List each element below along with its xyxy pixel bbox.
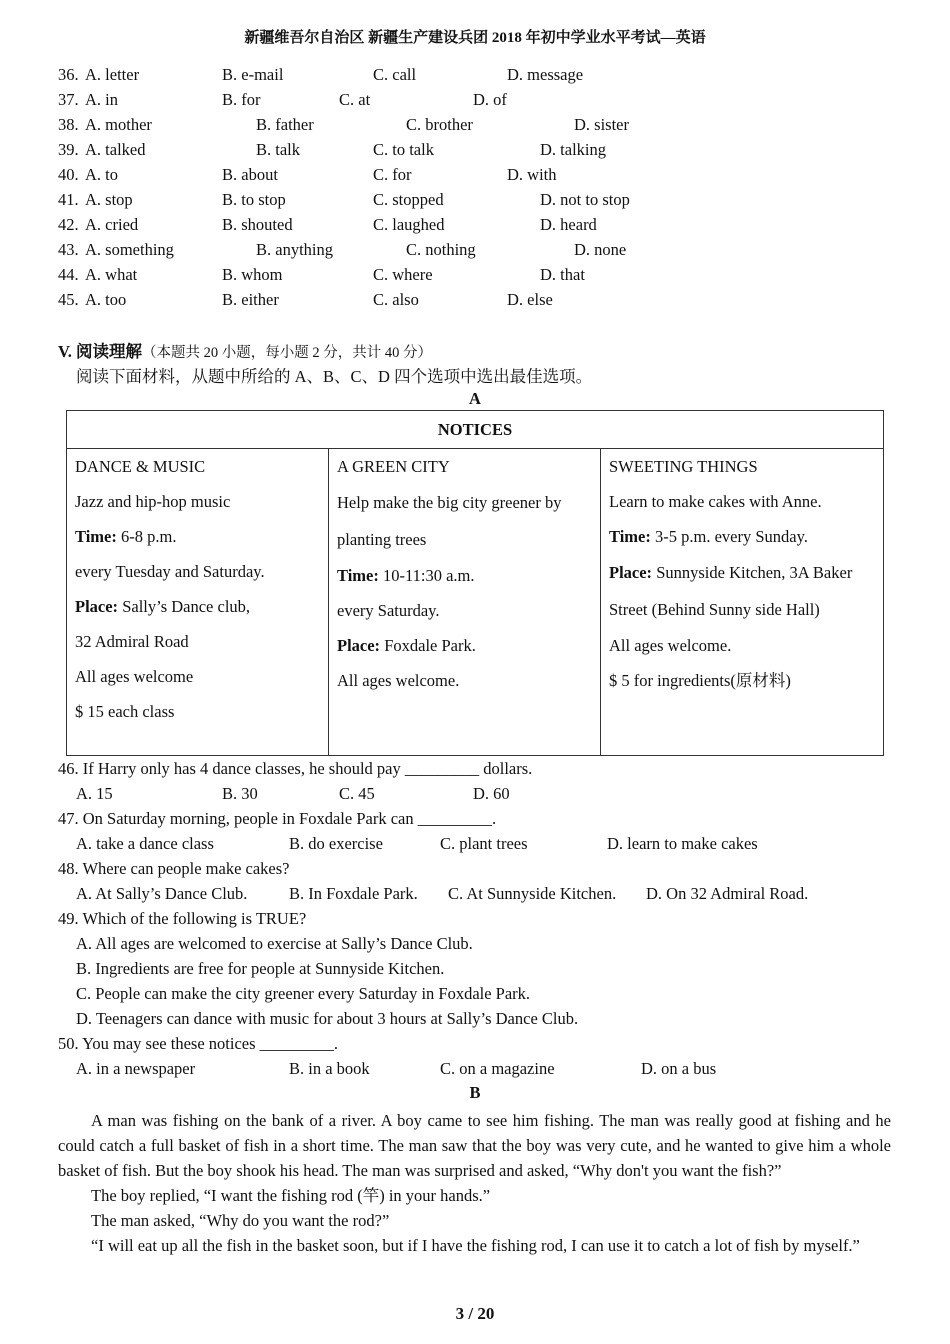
option-b: B. about	[222, 165, 278, 184]
question-number: 44.	[58, 265, 79, 284]
notice-dance-music	[67, 449, 329, 756]
option-48-d: D. On 32 Admiral Road.	[646, 884, 809, 903]
option-50-b: B. in a book	[289, 1059, 370, 1078]
passage-paragraph-1: A man was fishing on the bank of a river. A boy came to see him fishing. The man was really good at fishing and he could catch a full basket of fish in a short time. The man saw that the boy was very cute, and he wanted to give him a whole basket of fish. But the boy shook his head. The man was surprised and asked, “Why don't you want the fish?”	[58, 1111, 891, 1180]
option-c: C. brother	[406, 115, 473, 134]
section-note: （本题共 20 小题，每小题 2 分，共计 40 分）	[142, 345, 433, 361]
option-c: C. call	[373, 65, 417, 84]
question-50-stem: 50. You may see these notices _________.	[58, 1034, 339, 1053]
notice-price: $ 5 for ingredients(原材料)	[609, 671, 791, 690]
option-c: C. for	[373, 165, 412, 184]
section-title	[58, 338, 432, 362]
question-48-stem: 48. Where can people make cakes?	[58, 859, 290, 878]
option-d: D. sister	[574, 115, 629, 134]
time-label: Time:	[75, 527, 117, 546]
page-number: 3 / 20	[455, 1304, 495, 1323]
notice-line: 32 Admiral Road	[75, 632, 189, 651]
time-label: Time:	[609, 527, 651, 546]
option-d: D. talking	[540, 140, 606, 159]
question-number: 38.	[58, 115, 79, 134]
option-b: B. father	[256, 115, 314, 134]
option-d: D. of	[473, 90, 507, 109]
notice-line: every Tuesday and Saturday.	[75, 562, 265, 581]
option-48-c: C. At Sunnyside Kitchen.	[448, 884, 617, 903]
option-c: C. nothing	[406, 240, 476, 259]
option-b: B. e-mail	[222, 65, 284, 84]
option-47-b: B. do exercise	[289, 834, 383, 853]
section-number: V.	[58, 342, 72, 361]
place-value: Sunnyside Kitchen, 3A Baker Street (Behind Sunny side Hall)	[609, 563, 853, 619]
notice-line: All ages welcome.	[337, 671, 460, 690]
option-49-b: B. Ingredients are free for people at Sunnyside Kitchen.	[76, 959, 445, 978]
section-instruction: 阅读下面材料，从题中所给的 A、B、C、D 四个选项中选出最佳选项。	[76, 367, 593, 386]
option-46-c: C. 45	[339, 784, 375, 803]
option-d: D. not to stop	[540, 190, 630, 209]
question-47-stem: 47. On Saturday morning, people in Foxdale Park can _________.	[58, 809, 497, 828]
option-a: A. in	[85, 90, 118, 109]
option-49-a: A. All ages are welcomed to exercise at Sally’s Dance Club.	[76, 934, 473, 953]
option-49-c: C. People can make the city greener every Saturday in Foxdale Park.	[76, 984, 531, 1003]
place-value: Foxdale Park.	[380, 636, 476, 655]
option-c: C. stopped	[373, 190, 444, 209]
option-46-a: A. 15	[76, 784, 113, 803]
option-c: C. at	[339, 90, 371, 109]
time-value: 3-5 p.m. every Sunday.	[650, 527, 808, 546]
option-b: B. either	[222, 290, 279, 309]
option-c: C. laughed	[373, 215, 445, 234]
time-label: Time:	[337, 566, 379, 585]
option-a: A. what	[85, 265, 138, 284]
notice-green-city	[329, 449, 601, 756]
passage-paragraph-3: The man asked, “Why do you want the rod?”	[91, 1211, 390, 1230]
question-number: 43.	[58, 240, 79, 259]
notice-place	[337, 628, 592, 663]
option-d: D. heard	[540, 215, 597, 234]
option-48-b: B. In Foxdale Park.	[289, 884, 418, 903]
option-c: C. where	[373, 265, 433, 284]
place-label: Place:	[75, 597, 119, 616]
option-a: A. too	[85, 290, 127, 309]
notice-line: Help make the big city greener by planting trees	[337, 493, 562, 549]
place-value: Sally’s Dance club,	[118, 597, 251, 616]
question-number: 39.	[58, 140, 79, 159]
notice-heading: DANCE & MUSIC	[75, 457, 206, 476]
notice-time	[609, 519, 875, 554]
option-a: A. stop	[85, 190, 133, 209]
option-a: A. mother	[85, 115, 152, 134]
notices-table-title: NOTICES	[67, 411, 884, 449]
question-49-stem: 49. Which of the following is TRUE?	[58, 909, 307, 928]
option-b: B. shouted	[222, 215, 293, 234]
option-48-a: A. At Sally’s Dance Club.	[76, 884, 248, 903]
notice-heading: A GREEN CITY	[337, 457, 450, 476]
question-number: 41.	[58, 190, 79, 209]
place-label: Place:	[609, 563, 653, 582]
notices-table	[66, 410, 884, 756]
option-46-b: B. 30	[222, 784, 258, 803]
place-label: Place:	[337, 636, 381, 655]
option-50-a: A. in a newspaper	[76, 1059, 196, 1078]
time-value: 6-8 p.m.	[116, 527, 177, 546]
question-number: 45.	[58, 290, 79, 309]
question-46-stem: 46. If Harry only has 4 dance classes, he should pay _________ dollars.	[58, 759, 533, 778]
section-name: 阅读理解	[76, 342, 143, 361]
option-49-d: D. Teenagers can dance with music for about 3 hours at Sally’s Dance Club.	[76, 1009, 579, 1028]
option-d: D. message	[507, 65, 584, 84]
option-d: D. else	[507, 290, 553, 309]
question-number: 42.	[58, 215, 79, 234]
passage-paragraph-2: The boy replied, “I want the fishing rod (竿) in your hands.”	[91, 1186, 491, 1205]
option-a: A. to	[85, 165, 118, 184]
option-50-c: C. on a magazine	[440, 1059, 555, 1078]
page-header-title: 新疆维吾尔自治区 新疆生产建设兵团 2018 年初中学业水平考试—英语	[244, 30, 706, 46]
option-b: B. for	[222, 90, 261, 109]
notice-time	[75, 519, 320, 554]
option-d: D. with	[507, 165, 557, 184]
part-b-label: B	[469, 1083, 481, 1102]
notice-place	[75, 589, 320, 624]
notice-sweeting-things	[601, 449, 884, 756]
option-a: A. cried	[85, 215, 139, 234]
notice-line: every Saturday.	[337, 601, 440, 620]
option-b: B. anything	[256, 240, 333, 259]
option-b: B. to stop	[222, 190, 286, 209]
notice-heading: SWEETING THINGS	[609, 457, 758, 476]
option-46-d: D. 60	[473, 784, 510, 803]
option-50-d: D. on a bus	[641, 1059, 717, 1078]
option-a: A. something	[85, 240, 174, 259]
notice-place	[609, 554, 875, 628]
notice-price: $ 15 each class	[75, 702, 175, 721]
option-a: A. letter	[85, 65, 140, 84]
notice-line: All ages welcome	[75, 667, 194, 686]
notice-time	[337, 558, 592, 593]
option-a: A. talked	[85, 140, 146, 159]
option-c: C. to talk	[373, 140, 434, 159]
option-b: B. whom	[222, 265, 283, 284]
question-number: 37.	[58, 90, 79, 109]
option-c: C. also	[373, 290, 419, 309]
question-number: 40.	[58, 165, 79, 184]
notice-line: All ages welcome.	[609, 636, 732, 655]
option-d: D. that	[540, 265, 585, 284]
option-47-c: C. plant trees	[440, 834, 528, 853]
option-b: B. talk	[256, 140, 300, 159]
passage-paragraph-4: “I will eat up all the fish in the basket soon, but if I have the fishing rod, I can use it to catch a lot of fish by myself.”	[91, 1236, 860, 1255]
option-47-d: D. learn to make cakes	[607, 834, 758, 853]
notice-line: Learn to make cakes with Anne.	[609, 492, 822, 511]
question-number: 36.	[58, 65, 79, 84]
option-47-a: A. take a dance class	[76, 834, 214, 853]
option-d: D. none	[574, 240, 627, 259]
notice-line: Jazz and hip-hop music	[75, 492, 231, 511]
time-value: 10-11:30 a.m.	[378, 566, 475, 585]
part-a-label: A	[469, 389, 481, 408]
